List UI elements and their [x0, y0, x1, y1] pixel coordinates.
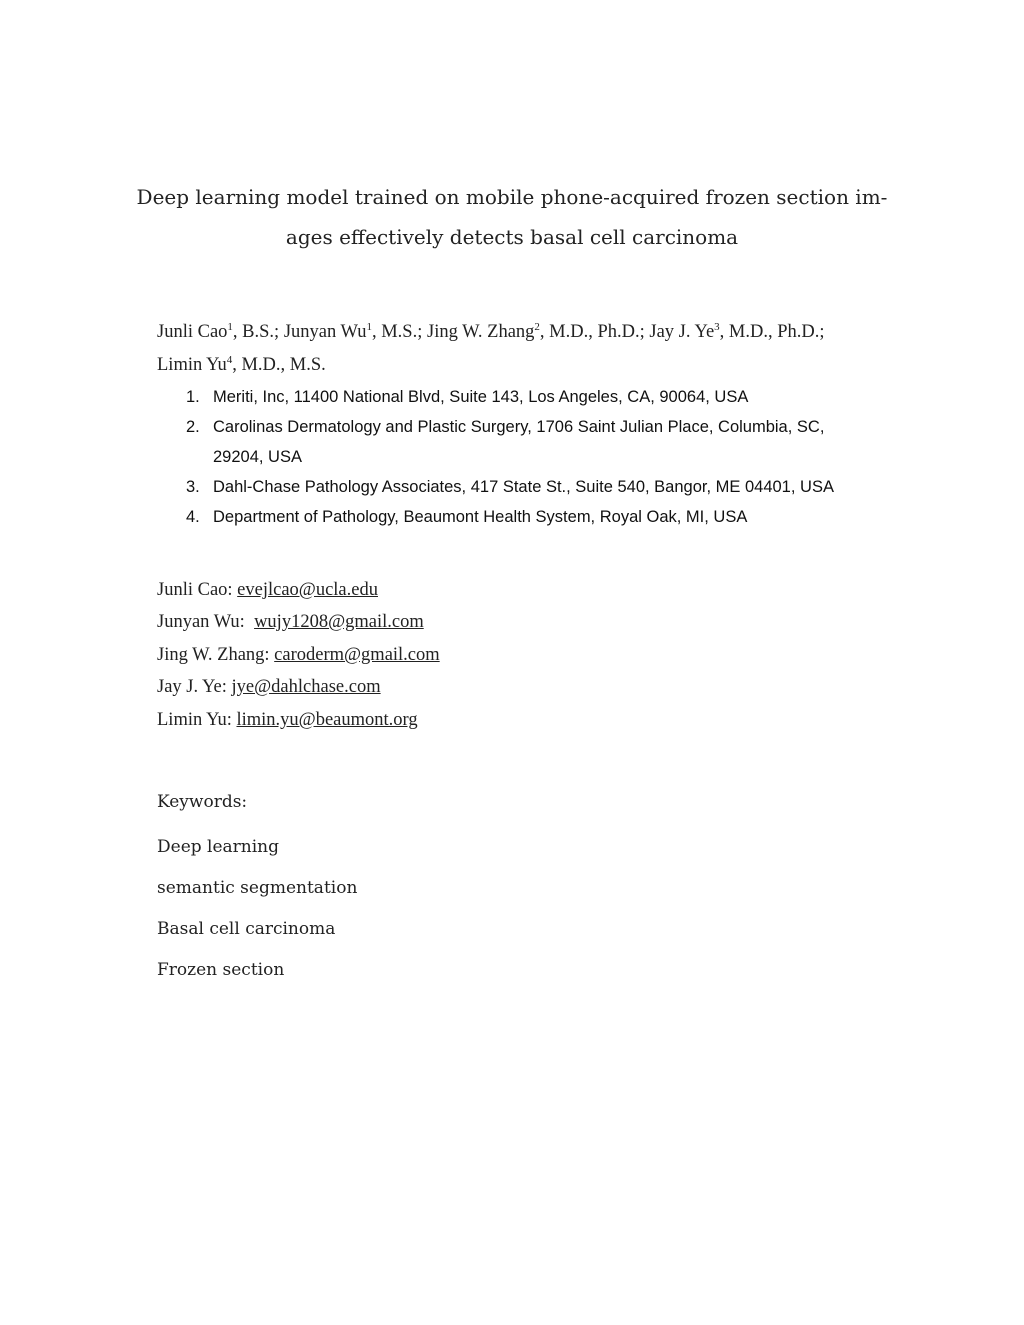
affiliation-number: 2. — [186, 418, 200, 436]
affiliation-text-continued: 29204, USA — [213, 448, 302, 466]
email-label: Limin Yu: — [157, 710, 237, 730]
author-list-line-1 — [157, 322, 825, 343]
author-degree: , M.S.; — [371, 322, 427, 342]
email-link[interactable]: jye@dahlchase.com — [231, 677, 381, 697]
author-degree: , M.D., Ph.D.; — [719, 322, 825, 342]
affiliation-text: Carolinas Dermatology and Plastic Surgery, 1706 Saint Julian Place, Columbia, SC, — [213, 418, 825, 436]
author-affiliation-mark: 1 — [366, 320, 372, 333]
author-name: Jing W. Zhang — [427, 322, 535, 342]
author-affiliation-mark: 2 — [534, 320, 540, 333]
keyword-item: Deep learning — [157, 837, 280, 857]
email-label: Junyan Wu: — [157, 612, 255, 632]
email-row — [157, 645, 440, 666]
keyword-item: Frozen section — [157, 960, 285, 980]
email-label: Junli Cao: — [157, 580, 238, 600]
author-affiliation-mark: 4 — [226, 353, 233, 366]
author-degree: , M.D., M.S. — [232, 355, 326, 375]
title-line-1: Deep learning model trained on mobile phone-acquired frozen section im- — [136, 185, 888, 209]
author-degree: , M.D., Ph.D.; — [539, 322, 650, 342]
email-row — [157, 710, 418, 731]
email-link[interactable]: wujy1208@gmail.com — [254, 612, 424, 632]
email-link[interactable]: caroderm@gmail.com — [274, 645, 440, 665]
affiliation-text: Meriti, Inc, 11400 National Blvd, Suite 143, Los Angeles, CA, 90064, USA — [213, 388, 749, 406]
email-label: Jay J. Ye: — [157, 677, 232, 697]
affiliation-number: 1. — [186, 388, 200, 406]
author-list-line-2 — [157, 355, 326, 376]
email-link[interactable]: limin.yu@beaumont.org — [236, 710, 418, 730]
email-row — [157, 580, 378, 601]
author-affiliation-mark: 1 — [227, 320, 233, 333]
email-row — [157, 612, 424, 633]
email-row — [157, 677, 381, 698]
affiliation-text: Department of Pathology, Beaumont Health System, Royal Oak, MI, USA — [213, 508, 748, 526]
email-link[interactable]: evejlcao@ucla.edu — [237, 580, 378, 600]
keywords-heading: Keywords: — [157, 792, 248, 812]
author-name: Junli Cao — [157, 322, 228, 342]
author-name: Jay J. Ye — [649, 322, 715, 342]
author-name: Limin Yu — [157, 355, 227, 375]
author-affiliation-mark: 3 — [714, 320, 720, 333]
author-degree: , B.S.; — [232, 322, 284, 342]
keyword-item: semantic segmentation — [157, 878, 358, 898]
author-name: Junyan Wu — [283, 322, 367, 342]
email-label: Jing W. Zhang: — [157, 645, 275, 665]
affiliation-number: 3. — [186, 478, 200, 496]
keyword-item: Basal cell carcinoma — [157, 919, 336, 939]
affiliation-number: 4. — [186, 508, 200, 526]
title-line-2: ages effectively detects basal cell carcinoma — [285, 225, 739, 249]
affiliation-text: Dahl-Chase Pathology Associates, 417 State St., Suite 540, Bangor, ME 04401, USA — [213, 478, 834, 496]
